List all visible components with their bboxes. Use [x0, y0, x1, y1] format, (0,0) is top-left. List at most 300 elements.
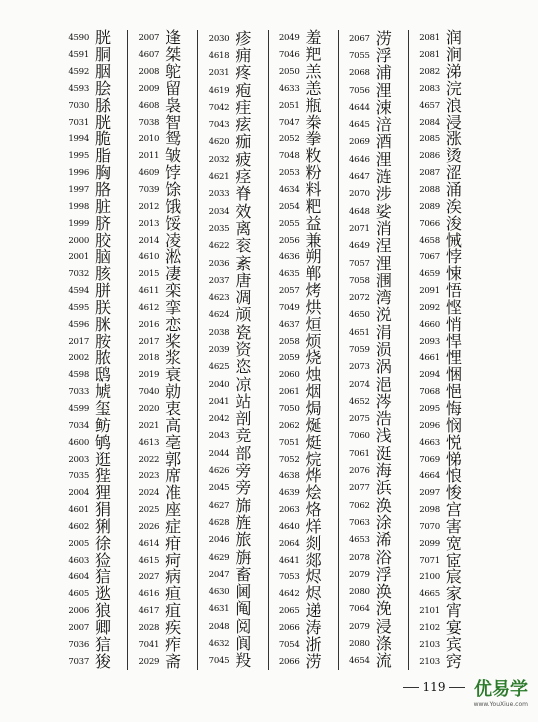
- character: 痄: [165, 634, 182, 654]
- char-number: 7054: [278, 639, 300, 650]
- character: 瓶: [305, 95, 322, 115]
- character: 凌: [165, 230, 182, 250]
- char-number: 2084: [419, 117, 440, 128]
- table-row: [269, 64, 338, 81]
- character: 站: [235, 391, 252, 411]
- table-row: [58, 114, 127, 131]
- character: 涩: [445, 163, 462, 183]
- table-row: [198, 134, 267, 151]
- table-row: [58, 283, 127, 300]
- character: 鸲: [95, 432, 112, 452]
- character: 悯: [445, 415, 462, 435]
- char-number: 2040: [208, 379, 230, 390]
- char-number: 7034: [68, 420, 89, 431]
- char-number: 2064: [278, 538, 300, 549]
- character: 浮: [375, 564, 392, 584]
- character: 脒: [95, 314, 112, 334]
- char-number: 2029: [138, 656, 160, 667]
- char-number: 7069: [419, 454, 440, 465]
- character: 涤: [375, 634, 392, 654]
- char-number: 4633: [278, 83, 300, 94]
- table-row: [409, 114, 478, 131]
- table-row: [339, 30, 408, 47]
- char-number: 7056: [349, 85, 370, 96]
- char-number: 4660: [419, 319, 440, 330]
- character: 烬: [305, 567, 322, 587]
- table-column: [127, 30, 197, 670]
- table-row: [409, 367, 478, 384]
- char-number: 1998: [68, 201, 89, 212]
- table-row: [269, 47, 338, 64]
- character: 馀: [165, 180, 182, 200]
- character: 皱: [165, 146, 182, 166]
- char-number: 7064: [349, 604, 370, 615]
- char-number: 2059: [278, 353, 300, 364]
- table-row: [339, 618, 408, 635]
- table-row: [339, 359, 408, 376]
- character: 鸳: [165, 129, 182, 149]
- table-row: [58, 78, 127, 98]
- table-row: [128, 333, 197, 350]
- table-row: [128, 266, 197, 283]
- character: 脆: [95, 129, 112, 149]
- character: 敉: [305, 146, 322, 166]
- char-number: 2052: [278, 134, 300, 145]
- character: 脑: [95, 247, 112, 267]
- character: 离: [235, 218, 252, 238]
- table-row: [339, 151, 408, 168]
- char-number: 1996: [68, 168, 89, 179]
- character: 益: [305, 213, 322, 233]
- character: 衮: [235, 236, 252, 256]
- table-row: [339, 462, 408, 479]
- char-number: 4661: [419, 353, 440, 364]
- character: 浬: [375, 149, 392, 169]
- character: 浮: [375, 45, 392, 65]
- char-number: 7059: [349, 344, 370, 355]
- character: 疰: [235, 97, 252, 117]
- table-row: [409, 249, 478, 266]
- table-row: [339, 116, 408, 133]
- table-row: [339, 47, 408, 64]
- char-number: 2057: [278, 286, 300, 297]
- character: 虓: [95, 382, 112, 402]
- table-row: [198, 635, 267, 652]
- char-number: 4652: [349, 396, 370, 407]
- character: 狸: [95, 483, 112, 503]
- character: 斋: [165, 651, 182, 671]
- character: 资: [235, 339, 252, 359]
- table-row: [198, 168, 267, 185]
- char-number: 4650: [349, 310, 370, 321]
- table-row: [128, 434, 197, 451]
- table-row: [269, 215, 338, 232]
- char-number: 2074: [349, 379, 370, 390]
- character: 宸: [445, 567, 462, 587]
- character: 高: [165, 415, 182, 435]
- char-number: 4644: [349, 102, 370, 113]
- character: 涅: [375, 236, 392, 256]
- table-row: [58, 468, 127, 485]
- table-row: [198, 653, 267, 670]
- char-number: 4624: [208, 310, 230, 321]
- char-number: 2018: [138, 353, 160, 364]
- char-number: 7031: [68, 117, 89, 128]
- table-row: [198, 376, 267, 393]
- char-number: 7032: [68, 269, 89, 280]
- character: 浬: [375, 80, 392, 100]
- character: 烩: [305, 483, 322, 503]
- character: 涧: [445, 45, 462, 65]
- table-row: [128, 297, 197, 317]
- character: 逖: [95, 584, 112, 604]
- character: 逛: [95, 449, 112, 469]
- table-row: [128, 97, 197, 114]
- char-number: 7066: [419, 218, 440, 229]
- table-row: [409, 47, 478, 64]
- char-number: 2065: [278, 606, 300, 617]
- character: 粑: [305, 196, 322, 216]
- char-number: 2008: [138, 67, 160, 78]
- char-number: 2011: [138, 151, 160, 162]
- char-number: 2060: [278, 370, 300, 381]
- table-row: [128, 114, 197, 131]
- char-number: 7057: [349, 258, 370, 269]
- char-number: 1995: [68, 151, 89, 162]
- table-row: [198, 289, 267, 306]
- char-number: 2010: [138, 134, 160, 145]
- footer-dash-left: [403, 687, 419, 688]
- table-row: [339, 82, 408, 99]
- table-row: [58, 297, 127, 317]
- table-row: [269, 485, 338, 502]
- table-row: [128, 249, 197, 266]
- character: 勍: [165, 382, 182, 402]
- char-number: 7043: [208, 120, 230, 131]
- character: 挛: [165, 297, 182, 317]
- table-row: [409, 617, 478, 637]
- character: 悖: [445, 247, 462, 267]
- char-number: 4664: [419, 471, 440, 482]
- char-number: 4617: [138, 606, 160, 617]
- table-row: [269, 283, 338, 300]
- character: 悍: [445, 331, 462, 351]
- char-number: 4616: [138, 589, 160, 600]
- table-row: [269, 569, 338, 586]
- table-row: [339, 480, 408, 497]
- char-number: 4612: [138, 302, 160, 313]
- table-column: [408, 30, 478, 670]
- char-number: 2101: [419, 606, 440, 617]
- char-number: 7040: [138, 387, 160, 398]
- char-number: 2030: [208, 33, 230, 44]
- char-number: 2103: [419, 639, 440, 650]
- table-row: [409, 603, 478, 620]
- table-row: [58, 398, 127, 418]
- table-column: [197, 30, 267, 670]
- character: 桀: [165, 45, 182, 65]
- table-row: [58, 249, 127, 266]
- table-row: [339, 255, 408, 272]
- table-row: [339, 497, 408, 514]
- char-number: 4648: [349, 206, 370, 217]
- character: 脊: [235, 184, 252, 204]
- character: 疲: [235, 149, 252, 169]
- char-number: 7062: [349, 500, 370, 511]
- table-row: [128, 603, 197, 620]
- char-number: 2028: [138, 622, 160, 633]
- character: 涣: [375, 495, 392, 515]
- char-number: 2067: [349, 33, 370, 44]
- table-row: [339, 532, 408, 549]
- character: 恣: [235, 357, 252, 377]
- table-row: [269, 316, 338, 333]
- footer-dash-right: [449, 687, 465, 688]
- character: 兼: [305, 230, 322, 250]
- table-row: [58, 451, 127, 468]
- table-row: [339, 134, 408, 151]
- char-number: 7050: [278, 403, 300, 414]
- char-number: 2000: [68, 235, 89, 246]
- table-row: [128, 367, 197, 384]
- table-row: [269, 502, 338, 519]
- character: 阅: [235, 616, 252, 636]
- character: 逢: [165, 28, 182, 48]
- table-row: [58, 502, 127, 519]
- table-row: [198, 307, 267, 324]
- char-number: 2085: [419, 134, 440, 145]
- char-number: 2045: [208, 483, 230, 494]
- character: 座: [165, 500, 182, 520]
- character: 宵: [445, 601, 462, 621]
- table-row: [409, 468, 478, 485]
- character: 朕: [95, 297, 112, 317]
- table-row: [269, 114, 338, 131]
- char-number: 2080: [349, 587, 370, 598]
- character: 浠: [375, 530, 392, 550]
- char-number: 2091: [419, 286, 440, 297]
- table-row: [339, 272, 408, 289]
- char-number: 2033: [208, 189, 230, 200]
- table-row: [128, 569, 197, 586]
- character: 浪: [445, 95, 462, 115]
- table-row: [198, 497, 267, 514]
- char-number: 4593: [68, 83, 89, 94]
- character: 消: [375, 218, 392, 238]
- character: 宴: [445, 617, 462, 637]
- char-number: 1994: [68, 134, 89, 145]
- char-number: 2034: [208, 206, 230, 217]
- table-row: [269, 350, 338, 367]
- char-number: 4659: [419, 269, 440, 280]
- table-row: [339, 566, 408, 583]
- table-row: [409, 417, 478, 434]
- character: 疹: [235, 28, 252, 48]
- character: 浣: [445, 78, 462, 98]
- character: 鸱: [95, 365, 112, 385]
- character: 狺: [95, 634, 112, 654]
- char-number: 7070: [419, 521, 440, 532]
- character: 衰: [165, 365, 182, 385]
- char-number: 2020: [138, 403, 160, 414]
- character: 烛: [305, 365, 322, 385]
- table-row: [198, 220, 267, 237]
- character: 阄: [235, 599, 252, 619]
- char-number: 2083: [419, 83, 440, 94]
- char-number: 2079: [349, 621, 370, 632]
- char-number: 4610: [138, 252, 160, 263]
- table-row: [128, 653, 197, 670]
- char-number: 2066: [278, 656, 300, 667]
- character: 旁: [235, 478, 252, 498]
- character: 浬: [375, 253, 392, 273]
- char-number: 4635: [278, 269, 300, 280]
- char-number: 4658: [419, 235, 440, 246]
- table-row: [269, 30, 338, 47]
- character: 疳: [165, 533, 182, 553]
- character: 旃: [235, 547, 252, 567]
- char-number: 2007: [68, 622, 89, 633]
- character: 浦: [375, 63, 392, 83]
- table-row: [58, 333, 127, 350]
- char-number: 2081: [419, 33, 440, 44]
- char-number: 2055: [278, 218, 300, 229]
- table-row: [409, 384, 478, 401]
- character: 胭: [95, 62, 112, 82]
- table-row: [58, 569, 127, 586]
- table-row: [409, 398, 478, 418]
- char-number: 7046: [278, 50, 300, 61]
- table-row: [198, 116, 267, 133]
- char-number: 2004: [68, 488, 89, 499]
- character: 阃: [235, 582, 252, 602]
- char-number: 2080: [349, 639, 370, 650]
- char-number: 7037: [68, 656, 89, 667]
- char-number: 4649: [349, 241, 370, 252]
- char-number: 2022: [138, 454, 160, 465]
- table-row: [269, 535, 338, 552]
- char-number: 2023: [138, 471, 160, 482]
- character: 悒: [445, 382, 462, 402]
- table-row: [339, 445, 408, 462]
- table-row: [339, 203, 408, 220]
- char-number: 4626: [208, 466, 230, 477]
- character: 料: [305, 180, 322, 200]
- char-number: 2079: [349, 569, 370, 580]
- character: 栾: [165, 281, 182, 301]
- table-row: [339, 324, 408, 341]
- character: 淞: [165, 247, 182, 267]
- character: 涨: [445, 129, 462, 149]
- table-row: [409, 97, 478, 114]
- table-row: [198, 411, 267, 428]
- character: 剡: [305, 533, 322, 553]
- character: 胴: [95, 45, 112, 65]
- table-row: [58, 603, 127, 620]
- char-number: 1997: [68, 185, 89, 196]
- char-number: 2043: [208, 431, 230, 442]
- char-number: 2024: [138, 488, 160, 499]
- character: 烙: [305, 500, 322, 520]
- table-row: [58, 653, 127, 670]
- table-row: [269, 586, 338, 603]
- char-number: 2089: [419, 201, 440, 212]
- table-row: [198, 203, 267, 220]
- table-row: [409, 148, 478, 165]
- table-row: [128, 165, 197, 182]
- character: 羓: [305, 45, 322, 65]
- char-number: 4623: [208, 293, 230, 304]
- character: 羔: [305, 62, 322, 82]
- char-number: 4619: [208, 85, 230, 96]
- char-number: 2006: [68, 606, 89, 617]
- table-row: [128, 384, 197, 401]
- char-number: 2093: [419, 336, 440, 347]
- watermark-url: www.YouXiue.com: [473, 701, 528, 708]
- table-row: [269, 617, 338, 637]
- char-number: 2032: [208, 154, 230, 165]
- character: 桊: [305, 112, 322, 132]
- table-row: [269, 148, 338, 165]
- character: 阆: [235, 634, 252, 654]
- table-row: [198, 618, 267, 635]
- character: 涔: [375, 391, 392, 411]
- char-number: 4637: [278, 319, 300, 330]
- character: 疴: [165, 550, 182, 570]
- char-number: 2014: [138, 235, 160, 246]
- char-number: 4642: [278, 589, 300, 600]
- char-number: 4638: [278, 471, 300, 482]
- character: 涝: [305, 651, 322, 671]
- char-number: 2035: [208, 223, 230, 234]
- table-row: [339, 584, 408, 601]
- table-row: [409, 434, 478, 451]
- char-number: 2099: [419, 538, 440, 549]
- character: 恋: [165, 314, 182, 334]
- character: 悃: [445, 365, 462, 385]
- char-number: 4602: [68, 521, 89, 532]
- char-number: 4596: [68, 319, 89, 330]
- character: 悛: [445, 483, 462, 503]
- char-number: 7071: [419, 555, 440, 566]
- table-row: [58, 316, 127, 333]
- table-row: [339, 411, 408, 428]
- character: 脂: [95, 146, 112, 166]
- char-number: 4598: [68, 370, 89, 381]
- table-row: [58, 64, 127, 81]
- char-number: 2102: [419, 622, 440, 633]
- char-number: 7067: [419, 252, 440, 263]
- table-row: [269, 97, 338, 114]
- character: 烶: [305, 432, 322, 452]
- char-number: 4665: [419, 589, 440, 600]
- table-row: [409, 165, 478, 182]
- character: 胱: [95, 28, 112, 48]
- char-number: 2017: [68, 336, 89, 347]
- table-row: [409, 350, 478, 367]
- char-number: 2053: [278, 168, 300, 179]
- char-number: 4663: [419, 437, 440, 448]
- table-row: [409, 333, 478, 350]
- character: 浸: [445, 112, 462, 132]
- char-number: 7061: [349, 448, 370, 459]
- character: 朔: [305, 247, 322, 267]
- character: 胲: [95, 264, 112, 284]
- table-row: [198, 359, 267, 376]
- character: 唐: [235, 270, 252, 290]
- table-row: [269, 266, 338, 283]
- character: 粉: [305, 163, 322, 183]
